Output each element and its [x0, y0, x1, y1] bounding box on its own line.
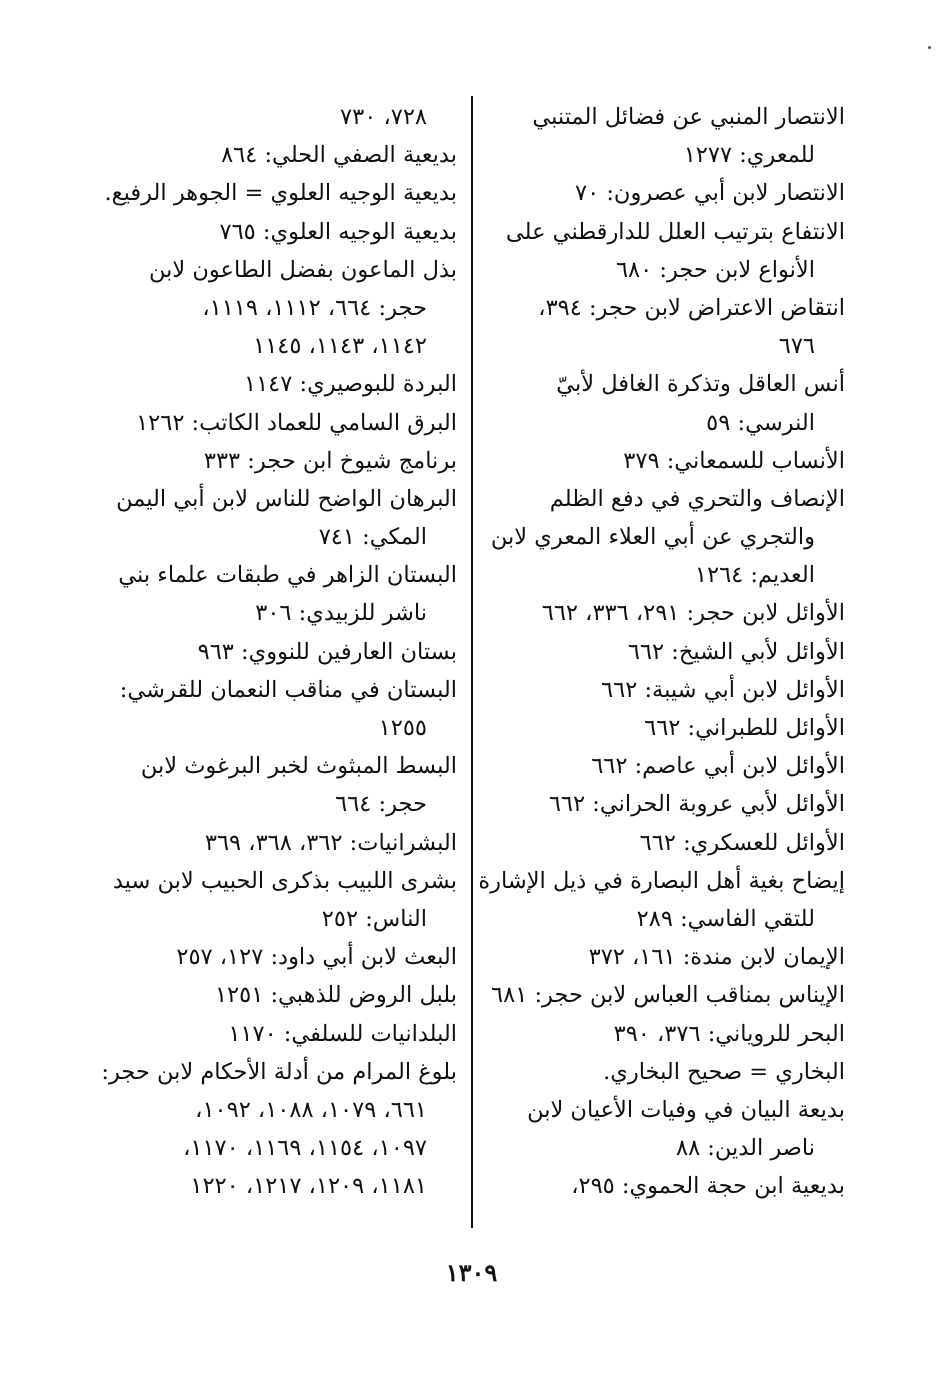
index-entry-line: ناصر الدين: ٨٨: [675, 1135, 815, 1162]
index-entry-line: الأنواع لابن حجر: ٦٨٠: [615, 256, 815, 283]
index-entry-line: ٦٧٦: [778, 333, 815, 360]
index-entry-line: والتجري عن أبي العلاء المعري لابن: [490, 524, 815, 551]
index-entry-line: بستان العارفين للنووي: ٩٦٣: [197, 638, 457, 665]
index-entry-line: ٧٢٨، ٧٣٠: [340, 104, 427, 130]
index-entry-line: الإنصاف والتحري في دفع الظلم: [549, 485, 845, 512]
index-entry-line: حجر: ٦٦٤: [335, 791, 427, 818]
index-entry-line: بديعية ابن حجة الحموي: ٢٩٥،: [571, 1173, 845, 1200]
index-entry-line: البسط المبثوث لخبر البرغوث لابن: [140, 753, 457, 780]
index-column-right: [478, 98, 845, 1205]
index-entry-line: بديعية الوجيه العلوي: ٧٦٥: [219, 218, 457, 245]
index-entry-line: بديعة البيان في وفيات الأعيان لابن: [527, 1096, 845, 1123]
index-entry-line: البشرانيات: ٣٦٢، ٣٦٨، ٣٦٩: [204, 829, 457, 856]
index-entry-line: البردة للبوصيري: ١١٤٧: [244, 371, 457, 398]
index-entry-line: العديم: ١٢٦٤: [694, 562, 815, 589]
index-entry-line: ٦٦١، ١٠٧٩، ١٠٨٨، ١٠٩٢،: [195, 1096, 427, 1123]
index-entry-line: ١١٨١، ١٢٠٩، ١٢١٧، ١٢٢٠: [190, 1173, 427, 1200]
index-entry-line: بديعية الوجيه العلوي = الجوهر الرفيع.: [104, 180, 457, 207]
index-entry-line: للمعري: ١٢٧٧: [683, 142, 815, 169]
index-column-left: [99, 98, 457, 1205]
index-entry-line: البحر للروياني: ٣٧٦، ٣٩٠: [613, 1020, 845, 1047]
index-entry-line: الانتفاع بترتيب العلل للدارقطني على: [505, 218, 845, 245]
index-entry-line: البلدانيات للسلفي: ١١٧٠: [228, 1020, 457, 1047]
index-entry-line: الأوائل لأبي عروبة الحراني: ٦٦٢: [548, 791, 845, 818]
index-entry-line: البستان الزاهر في طبقات علماء بني: [118, 562, 457, 589]
column-divider: [471, 96, 473, 1228]
index-entry-line: الأوائل لابن أبي شيبة: ٦٦٢: [601, 676, 845, 703]
index-entry-line: بذل الماعون بفضل الطاعون لابن: [149, 256, 457, 283]
index-entry-line: ١٠٩٧، ١١٥٤، ١١٦٩، ١١٧٠،: [183, 1135, 427, 1162]
index-entry-line: بشرى اللبيب بذكرى الحبيب لابن سيد: [112, 867, 457, 894]
page-number: ١٣٠٩: [445, 1258, 498, 1287]
index-entry-line: حجر: ٦٦٤، ١١١٢، ١١١٩،: [202, 294, 427, 321]
index-entry-line: الانتصار المنبي عن فضائل المتنبي: [532, 104, 845, 130]
index-entry-line: البستان في مناقب النعمان للقرشي:: [119, 676, 457, 703]
index-entry-line: بلوغ المرام من أدلة الأحكام لابن حجر:: [101, 1058, 457, 1085]
index-entry-line: الناس: ٢٥٢: [321, 905, 427, 932]
index-entry-line: الأوائل للعسكري: ٦٦٢: [639, 829, 845, 856]
index-entry-line: انتقاض الاعتراض لابن حجر: ٣٩٤،: [538, 294, 845, 321]
index-entry-line: إيضاح بغية أهل البصارة في ذيل الإشارة: [478, 867, 845, 894]
index-entry-line: الانتصار لابن أبي عصرون: ٧٠: [575, 180, 845, 207]
index-entry-line: البرق السامي للعماد الكاتب: ١٢٦٢: [136, 409, 457, 436]
index-entry-line: البرهان الواضح للناس لابن أبي اليمن: [116, 485, 457, 512]
index-entry-line: الأوائل لابن حجر: ٢٩١، ٣٣٦، ٦٦٢: [541, 600, 845, 627]
index-entry-line: ١١٤٢، ١١٤٣، ١١٤٥: [253, 333, 427, 360]
index-entry-line: للتقي الفاسي: ٢٨٩: [636, 905, 815, 932]
index-entry-line: الأوائل لأبي الشيخ: ٦٦٢: [627, 638, 845, 665]
index-entry-line: المكي: ٧٤١: [318, 524, 427, 551]
index-entry-line: ١٢٥٥: [378, 715, 427, 741]
index-entry-line: الأوائل لابن أبي عاصم: ٦٦٢: [591, 753, 845, 780]
index-entry-line: بلبل الروض للذهبي: ١٢٥١: [214, 982, 457, 1009]
index-entry-line: الإيمان لابن مندة: ١٦١، ٣٧٢: [588, 944, 845, 971]
index-entry-line: البعث لابن أبي داود: ١٢٧، ٢٥٧: [176, 944, 457, 971]
index-entry-line: بديعية الصفي الحلي: ٨٦٤: [221, 142, 457, 169]
index-entry-line: النرسي: ٥٩: [706, 409, 815, 436]
scan-speck: [928, 46, 931, 49]
index-entry-line: أنس العاقل وتذكرة الغافل لأبيّ: [556, 371, 845, 398]
index-entry-line: الإيناس بمناقب العباس لابن حجر: ٦٨١: [491, 982, 845, 1009]
index-entry-line: ناشر للزبيدي: ٣٠٦: [255, 600, 427, 627]
index-entry-line: الأوائل للطبراني: ٦٦٢: [644, 715, 845, 741]
index-entry-line: الأنساب للسمعاني: ٣٧٩: [623, 447, 845, 474]
index-entry-line: برنامج شيوخ ابن حجر: ٣٣٣: [203, 447, 457, 474]
index-entry-line: البخاري = صحيح البخاري.: [603, 1058, 845, 1085]
